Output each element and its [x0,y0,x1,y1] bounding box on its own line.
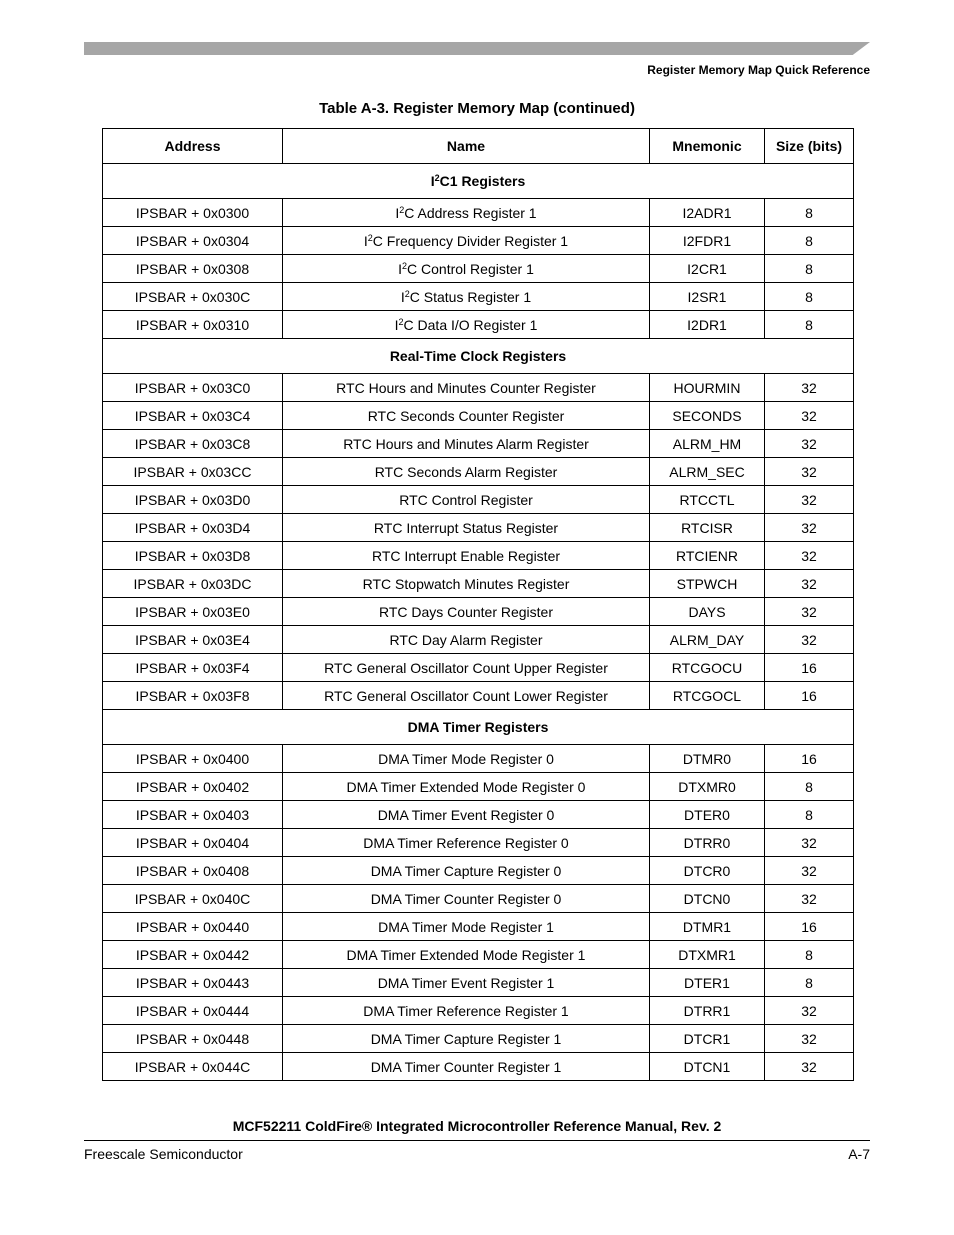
column-header-name: Name [283,129,650,164]
cell-address: IPSBAR + 0x0304 [103,227,283,255]
cell-name: $I^2C$ Data I/O Register 1 [283,311,650,339]
table-row [103,570,854,598]
cell-address: IPSBAR + 0x0404 [103,829,283,857]
cell-size: 16 [765,913,854,941]
cell-name: RTC Hours and Minutes Counter Register [283,374,650,402]
cell-mnemonic: DTCN0 [650,885,765,913]
cell-address: IPSBAR + 0x040C [103,885,283,913]
cell-mnemonic: DTMR1 [650,913,765,941]
column-header-size: Size (bits) [765,129,854,164]
group-title: DMA Timer Registers [103,710,854,745]
cell-mnemonic: DTXMR1 [650,941,765,969]
cell-size: 8 [765,255,854,283]
cell-address: IPSBAR + 0x03D8 [103,542,283,570]
cell-mnemonic: RTCGOCL [650,682,765,710]
table-body [103,164,854,1081]
cell-address: IPSBAR + 0x03C0 [103,374,283,402]
cell-address: IPSBAR + 0x0308 [103,255,283,283]
cell-address: IPSBAR + 0x03C4 [103,402,283,430]
table-row [103,745,854,773]
cell-mnemonic: I2CR1 [650,255,765,283]
cell-name: RTC Interrupt Enable Register [283,542,650,570]
cell-name: RTC Seconds Alarm Register [283,458,650,486]
table-row [103,682,854,710]
footer-rule [84,1140,870,1141]
register-memory-map-table [102,128,854,1081]
table-row [103,941,854,969]
cell-mnemonic: DTCN1 [650,1053,765,1081]
cell-name: DMA Timer Mode Register 1 [283,913,650,941]
table-row [103,514,854,542]
cell-name: DMA Timer Counter Register 1 [283,1053,650,1081]
cell-name: $I^2C$ Address Register 1 [283,199,650,227]
cell-size: 32 [765,402,854,430]
table-row [103,885,854,913]
cell-name: RTC Interrupt Status Register [283,514,650,542]
cell-size: 16 [765,745,854,773]
table-row [103,311,854,339]
cell-mnemonic: STPWCH [650,570,765,598]
table-title: Table A-3. Register Memory Map (continued) [319,100,635,117]
cell-address: IPSBAR + 0x03F4 [103,654,283,682]
cell-address: IPSBAR + 0x044C [103,1053,283,1081]
footer-manual-title: MCF52211 ColdFire® Integrated Microcontroller Reference Manual, Rev. 2 [232,1118,722,1134]
cell-name: $I^2C$ Control Register 1 [283,255,650,283]
table-row [103,542,854,570]
table-row [103,857,854,885]
cell-name: $I^2C$ Status Register 1 [283,283,650,311]
cell-name: DMA Timer Capture Register 1 [283,1025,650,1053]
cell-size: 32 [765,997,854,1025]
cell-mnemonic: DTCR1 [650,1025,765,1053]
cell-address: IPSBAR + 0x03D0 [103,486,283,514]
footer-company: Freescale Semiconductor [84,1146,243,1162]
cell-mnemonic: ALRM_SEC [650,458,765,486]
cell-address: IPSBAR + 0x0444 [103,997,283,1025]
cell-mnemonic: DTMR0 [650,745,765,773]
cell-size: 8 [765,227,854,255]
table-row [103,773,854,801]
table-row [103,255,854,283]
cell-size: 32 [765,1025,854,1053]
cell-size: 32 [765,857,854,885]
cell-mnemonic: DTER1 [650,969,765,997]
cell-mnemonic: DTCR0 [650,857,765,885]
cell-size: 8 [765,941,854,969]
table-row [103,283,854,311]
table-row [103,402,854,430]
group-title: Real-Time Clock Registers [103,339,854,374]
cell-name: DMA Timer Counter Register 0 [283,885,650,913]
cell-size: 32 [765,598,854,626]
cell-mnemonic: I2FDR1 [650,227,765,255]
group-header-row [103,339,854,374]
cell-mnemonic: RTCGOCU [650,654,765,682]
cell-mnemonic: RTCISR [650,514,765,542]
cell-mnemonic: I2SR1 [650,283,765,311]
cell-size: 16 [765,682,854,710]
cell-size: 8 [765,969,854,997]
cell-mnemonic: ALRM_DAY [650,626,765,654]
cell-mnemonic: RTCIENR [650,542,765,570]
cell-name: RTC Hours and Minutes Alarm Register [283,430,650,458]
cell-name: DMA Timer Mode Register 0 [283,745,650,773]
cell-name: RTC Day Alarm Register [283,626,650,654]
table-row [103,913,854,941]
cell-name: RTC Days Counter Register [283,598,650,626]
cell-mnemonic: I2DR1 [650,311,765,339]
cell-size: 32 [765,570,854,598]
cell-address: IPSBAR + 0x03D4 [103,514,283,542]
table-row [103,997,854,1025]
cell-size: 32 [765,829,854,857]
cell-size: 32 [765,374,854,402]
cell-name: RTC General Oscillator Count Lower Register [283,682,650,710]
cell-address: IPSBAR + 0x03E0 [103,598,283,626]
cell-mnemonic: RTCCTL [650,486,765,514]
cell-mnemonic: DTER0 [650,801,765,829]
table-row [103,598,854,626]
cell-address: IPSBAR + 0x0310 [103,311,283,339]
cell-name: RTC General Oscillator Count Upper Register [283,654,650,682]
cell-size: 32 [765,885,854,913]
table-row [103,969,854,997]
table-row [103,199,854,227]
cell-size: 8 [765,283,854,311]
footer-page-number: A-7 [848,1146,870,1162]
cell-address: IPSBAR + 0x0442 [103,941,283,969]
cell-size: 32 [765,458,854,486]
column-header-mnemonic: Mnemonic [650,129,765,164]
cell-address: IPSBAR + 0x0440 [103,913,283,941]
cell-address: IPSBAR + 0x030C [103,283,283,311]
cell-size: 8 [765,311,854,339]
cell-size: 16 [765,654,854,682]
table-row [103,486,854,514]
cell-size: 8 [765,773,854,801]
cell-address: IPSBAR + 0x0443 [103,969,283,997]
cell-address: IPSBAR + 0x0403 [103,801,283,829]
cell-mnemonic: I2ADR1 [650,199,765,227]
table-row [103,626,854,654]
column-header-address: Address [103,129,283,164]
cell-size: 32 [765,486,854,514]
cell-name: DMA Timer Capture Register 0 [283,857,650,885]
cell-name: $I^2C$ Frequency Divider Register 1 [283,227,650,255]
cell-address: IPSBAR + 0x03E4 [103,626,283,654]
cell-mnemonic: HOURMIN [650,374,765,402]
cell-size: 8 [765,199,854,227]
cell-name: DMA Timer Extended Mode Register 1 [283,941,650,969]
cell-name: RTC Control Register [283,486,650,514]
cell-address: IPSBAR + 0x03DC [103,570,283,598]
cell-address: IPSBAR + 0x0408 [103,857,283,885]
cell-size: 32 [765,542,854,570]
cell-address: IPSBAR + 0x0400 [103,745,283,773]
cell-address: IPSBAR + 0x0448 [103,1025,283,1053]
cell-address: IPSBAR + 0x03CC [103,458,283,486]
cell-size: 8 [765,801,854,829]
table-row [103,458,854,486]
cell-size: 32 [765,626,854,654]
cell-address: IPSBAR + 0x0402 [103,773,283,801]
group-title: $I^2C1$ Registers [103,164,854,199]
cell-size: 32 [765,1053,854,1081]
cell-name: RTC Stopwatch Minutes Register [283,570,650,598]
group-header-row [103,164,854,199]
group-header-row [103,710,854,745]
cell-address: IPSBAR + 0x0300 [103,199,283,227]
cell-address: IPSBAR + 0x03C8 [103,430,283,458]
cell-mnemonic: DTXMR0 [650,773,765,801]
table-row [103,430,854,458]
table-row [103,654,854,682]
section-title: Register Memory Map Quick Reference [647,63,870,77]
cell-name: DMA Timer Reference Register 0 [283,829,650,857]
table-row [103,227,854,255]
table-row [103,829,854,857]
table-row [103,1025,854,1053]
cell-name: DMA Timer Event Register 0 [283,801,650,829]
table-row [103,801,854,829]
cell-size: 32 [765,430,854,458]
cell-name: DMA Timer Event Register 1 [283,969,650,997]
table-row [103,1053,854,1081]
cell-mnemonic: ALRM_HM [650,430,765,458]
cell-name: DMA Timer Reference Register 1 [283,997,650,1025]
header-bar [84,42,870,55]
cell-mnemonic: DTRR1 [650,997,765,1025]
cell-mnemonic: DTRR0 [650,829,765,857]
cell-address: IPSBAR + 0x03F8 [103,682,283,710]
cell-size: 32 [765,514,854,542]
cell-mnemonic: SECONDS [650,402,765,430]
cell-name: RTC Seconds Counter Register [283,402,650,430]
table-header-row [103,129,854,164]
cell-mnemonic: DAYS [650,598,765,626]
cell-name: DMA Timer Extended Mode Register 0 [283,773,650,801]
table-row [103,374,854,402]
